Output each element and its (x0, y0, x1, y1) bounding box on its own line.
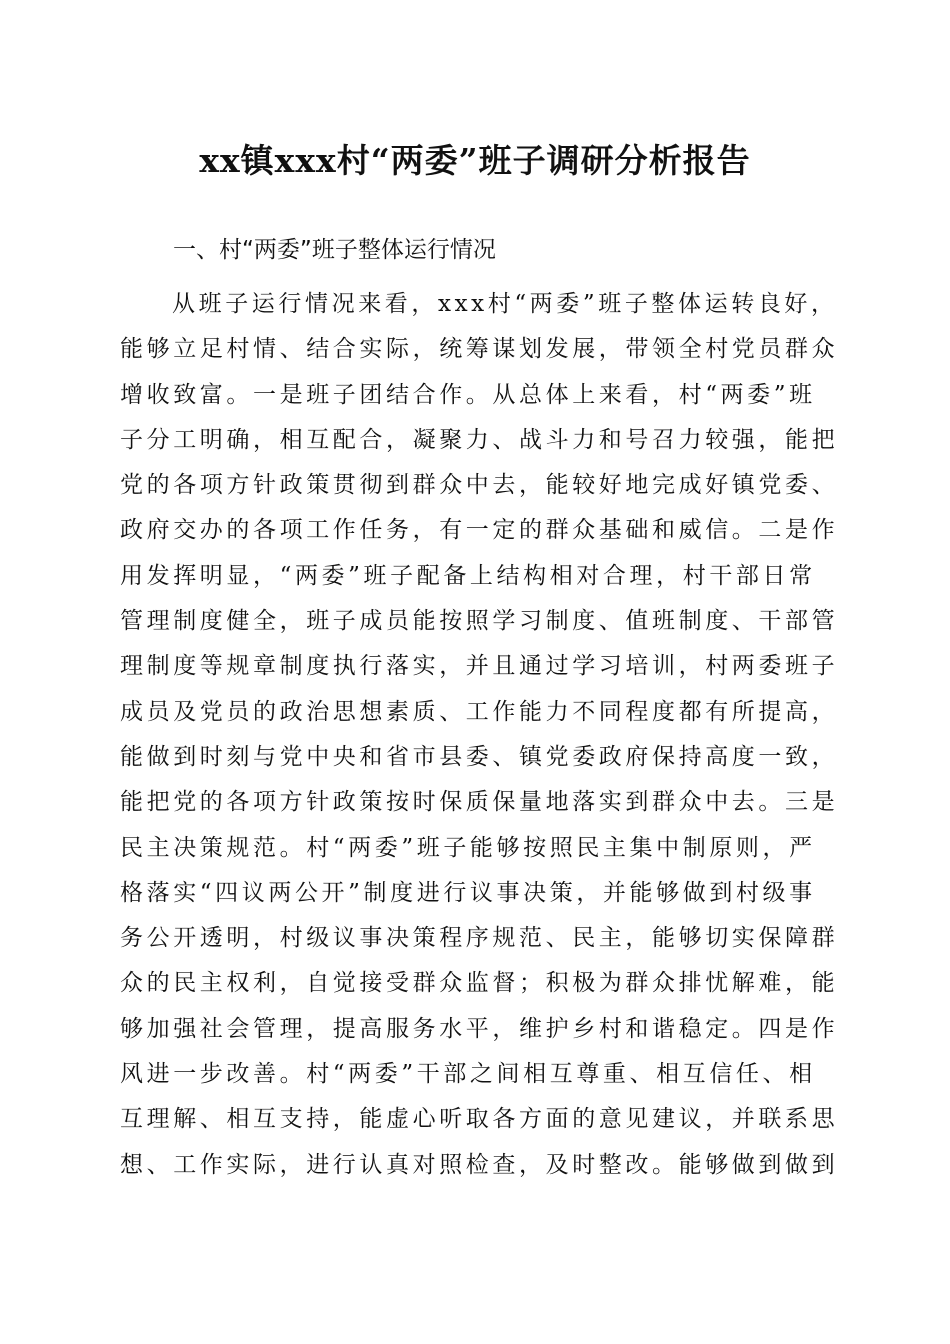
paragraph-line: 想、工作实际，进行认真对照检查，及时整改。能够做到做到 (120, 1151, 839, 1178)
paragraph-line: 政府交办的各项工作任务，有一定的群众基础和威信。二是作 (120, 517, 839, 544)
paragraph-line: 能把党的各项方针政策按时保质保量地落实到群众中去。三是 (120, 789, 839, 816)
paragraph-line: 用发挥明显，“两委”班子配备上结构相对合理，村干部日常 (120, 562, 816, 589)
paragraph-line: 从班子运行情况来看，xxx村“两委”班子整体运转良好， (172, 291, 838, 317)
paragraph-line: 成员及党员的政治思想素质、工作能力不同程度都有所提高， (120, 698, 839, 725)
paragraph-line: 管理制度健全，班子成员能按照学习制度、值班制度、干部管 (120, 608, 839, 635)
paragraph-line: 格落实“四议两公开”制度进行议事决策，并能够做到村级事 (120, 879, 816, 906)
paragraph-line: 务公开透明，村级议事决策程序规范、民主，能够切实保障群 (120, 925, 839, 952)
paragraph-line: 互理解、相互支持，能虚心听取各方面的意见建议，并联系思 (120, 1106, 839, 1133)
section-heading: 一、村“两委”班子整体运行情况 (173, 237, 496, 263)
paragraph-line: 党的各项方针政策贯彻到群众中去，能较好地完成好镇党委、 (120, 472, 839, 499)
paragraph-line: 风进一步改善。村“两委”干部之间相互尊重、相互信任、相 (120, 1061, 816, 1088)
paragraph-line: 民主决策规范。村“两委”班子能够按照民主集中制原则，严 (120, 834, 816, 861)
document-title: xx镇xxx村“两委”班子调研分析报告 (199, 141, 751, 180)
paragraph-line: 众的民主权利，自觉接受群众监督；积极为群众排忧解难，能 (120, 970, 839, 997)
paragraph-line: 增收致富。一是班子团结合作。从总体上来看，村“两委”班 (120, 381, 816, 408)
paragraph-line: 够加强社会管理，提高服务水平，维护乡村和谐稳定。四是作 (120, 1015, 839, 1042)
paragraph-line: 能够立足村情、结合实际，统筹谋划发展，带领全村党员群众 (120, 336, 839, 363)
paragraph-line: 理制度等规章制度执行落实，并且通过学习培训，村两委班子 (120, 653, 839, 680)
paragraph-line: 能做到时刻与党中央和省市县委、镇党委政府保持高度一致， (120, 743, 839, 770)
paragraph-line: 子分工明确，相互配合，凝聚力、战斗力和号召力较强，能把 (120, 426, 839, 453)
body-paragraph (120, 282, 840, 1188)
